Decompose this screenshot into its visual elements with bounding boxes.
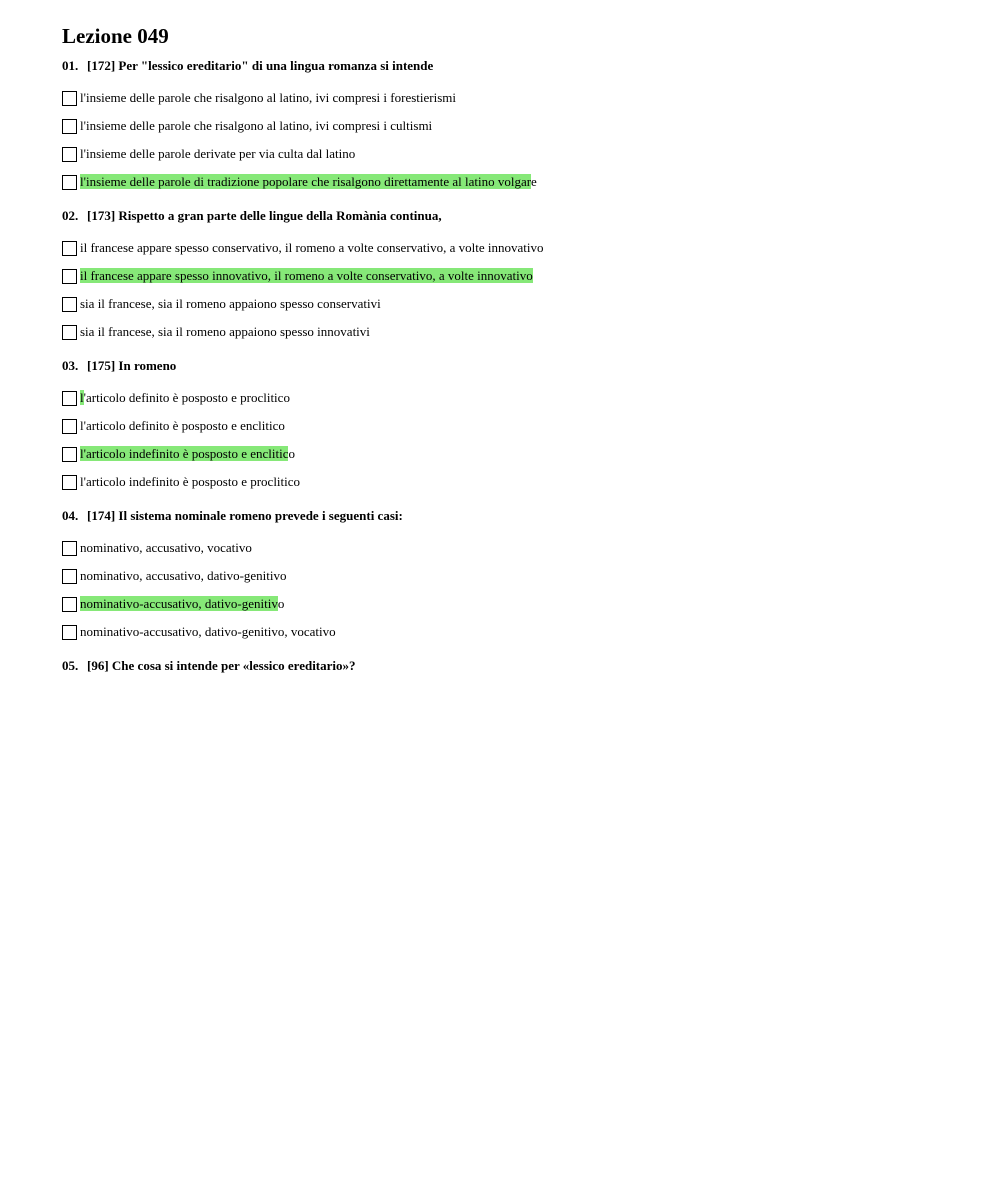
answer-text [80, 241, 544, 256]
answer-checkbox[interactable] [62, 625, 77, 640]
question-2 [62, 208, 962, 346]
answer-text-rest: o [277, 595, 285, 611]
answer-highlight: l [80, 389, 84, 405]
question-list [62, 58, 962, 674]
answer-checkbox[interactable] [62, 391, 77, 406]
answer-checkbox[interactable] [62, 297, 77, 312]
answer-checkbox[interactable] [62, 325, 77, 340]
answer-option [62, 384, 962, 412]
answer-option [62, 290, 962, 318]
question-4 [62, 508, 962, 646]
answer-text-rest: o [288, 445, 295, 461]
answer-option [62, 618, 962, 646]
answer-checkbox[interactable] [62, 269, 77, 284]
answer-text [80, 91, 456, 106]
answer-text [80, 419, 285, 434]
answer-text-rest: l'insieme delle parole derivate per via culta dal latino [80, 145, 356, 161]
answer-highlight: il francese appare spesso innovativo, il romeno a volte conservativo, a volte innovativo [80, 267, 533, 283]
question-number: 01. [62, 58, 79, 73]
answer-text-rest: sia il francese, sia il romeno appaiono spesso conservativi [80, 295, 381, 311]
question-3 [62, 358, 962, 496]
question-text: [172] Per "lessico ereditario" di una lingua romanza si intende [87, 58, 434, 73]
answer-text-rest: nominativo, accusativo, dativo-genitivo [80, 567, 287, 583]
answer-text-rest: e [531, 173, 537, 189]
answer-text [80, 625, 336, 640]
document-page [62, 24, 962, 686]
answer-text-rest: sia il francese, sia il romeno appaiono spesso innovativi [80, 323, 370, 339]
answer-checkbox[interactable] [62, 447, 77, 462]
answer-highlight: l'articolo indefinito è posposto e enclitic [80, 445, 289, 461]
answer-checkbox[interactable] [62, 91, 77, 106]
answer-text [80, 147, 355, 162]
question-heading [62, 58, 962, 74]
question-number: 03. [62, 358, 79, 373]
answer-text-rest: l'insieme delle parole che risalgono al latino, ivi compresi i cultismi [80, 117, 433, 133]
question-number: 05. [62, 658, 79, 673]
answer-option [62, 262, 962, 290]
answer-checkbox[interactable] [62, 569, 77, 584]
question-heading [62, 508, 962, 524]
answer-text [80, 475, 300, 490]
answer-option [62, 168, 962, 196]
answer-option [62, 234, 962, 262]
page-title: Lezione 049 [62, 24, 169, 48]
answer-text [80, 175, 537, 190]
question-text: [175] In romeno [87, 358, 177, 373]
question-text: [174] Il sistema nominale romeno prevede i seguenti casi: [87, 508, 403, 523]
answer-checkbox[interactable] [62, 475, 77, 490]
question-heading [62, 658, 962, 674]
answer-text [80, 597, 284, 612]
answer-option [62, 84, 962, 112]
answer-checkbox[interactable] [62, 597, 77, 612]
answer-checkbox[interactable] [62, 241, 77, 256]
answer-checkbox[interactable] [62, 147, 77, 162]
answer-text [80, 541, 252, 556]
question-number: 02. [62, 208, 79, 223]
question-text: [96] Che cosa si intende per «lessico ereditario»? [87, 658, 356, 673]
answer-text-rest: nominativo, accusativo, vocativo [80, 539, 252, 555]
answer-text [80, 269, 533, 284]
answer-option [62, 534, 962, 562]
answer-text [80, 119, 432, 134]
answer-text-rest: l'insieme delle parole che risalgono al latino, ivi compresi i forestierismi [80, 89, 456, 105]
question-number: 04. [62, 508, 79, 523]
question-1 [62, 58, 962, 196]
answer-option [62, 112, 962, 140]
answer-option [62, 140, 962, 168]
answer-highlight: nominativo-accusativo, dativo-genitiv [80, 595, 278, 611]
answer-text-rest: l'articolo indefinito è posposto e proclitico [80, 473, 301, 489]
answer-text [80, 447, 295, 462]
question-heading [62, 208, 962, 224]
question-text: [173] Rispetto a gran parte delle lingue della Romània continua, [87, 208, 442, 223]
answer-option [62, 440, 962, 468]
answer-option [62, 562, 962, 590]
answer-text-rest: il francese appare spesso conservativo, il romeno a volte conservativo, a volte innovativo [80, 239, 544, 255]
answer-text [80, 297, 381, 312]
answer-text-rest: 'articolo definito è posposto e proclitico [83, 389, 290, 405]
answer-option [62, 590, 962, 618]
answer-checkbox[interactable] [62, 175, 77, 190]
answer-checkbox[interactable] [62, 419, 77, 434]
question-heading [62, 358, 962, 374]
answer-text-rest: nominativo-accusativo, dativo-genitivo, vocativo [80, 623, 336, 639]
answer-text [80, 391, 290, 406]
answer-option [62, 412, 962, 440]
answer-option [62, 318, 962, 346]
answer-text [80, 569, 287, 584]
answer-highlight: l'insieme delle parole di tradizione popolare che risalgono direttamente al latino volgar [80, 173, 532, 189]
question-5 [62, 658, 962, 674]
answer-text [80, 325, 370, 340]
answer-checkbox[interactable] [62, 541, 77, 556]
answer-checkbox[interactable] [62, 119, 77, 134]
answer-option [62, 468, 962, 496]
answer-text-rest: l'articolo definito è posposto e enclitico [80, 417, 285, 433]
